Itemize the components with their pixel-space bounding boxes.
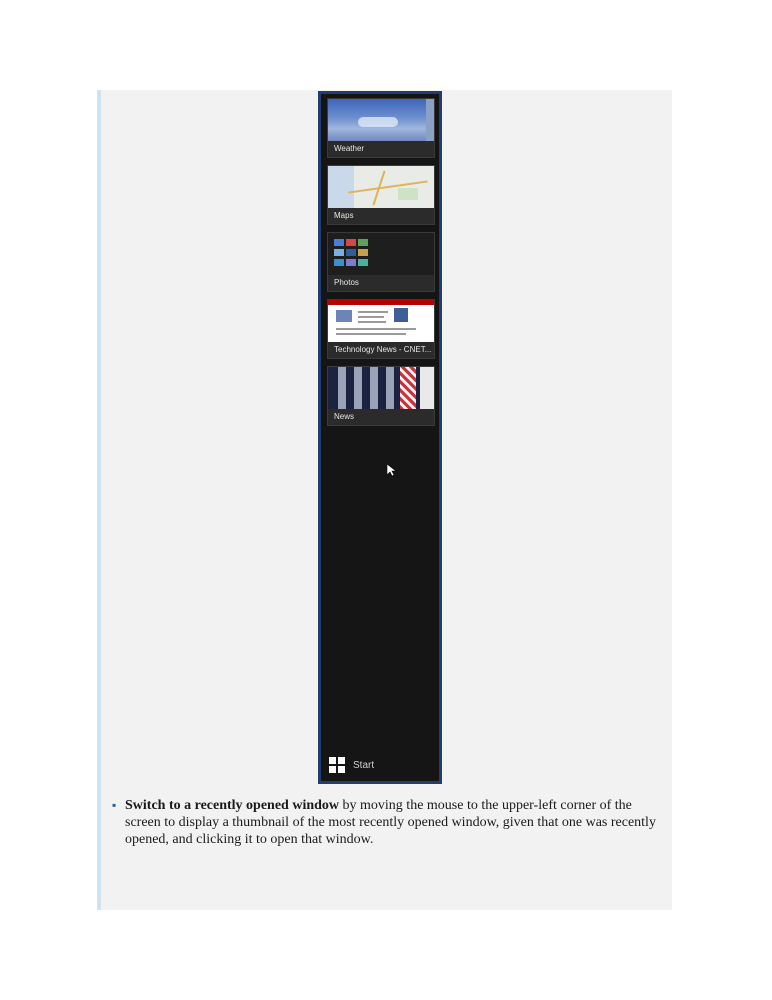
instruction-caption bbox=[112, 797, 657, 848]
photos-thumbnail bbox=[328, 233, 434, 275]
start-label: Start bbox=[353, 759, 375, 771]
app-tile-weather[interactable] bbox=[327, 98, 435, 158]
app-tile-news[interactable] bbox=[327, 366, 435, 426]
app-tile-label: Weather bbox=[334, 144, 365, 153]
start-button[interactable] bbox=[329, 756, 374, 774]
app-tile-photos[interactable] bbox=[327, 232, 435, 292]
weather-thumbnail bbox=[328, 99, 434, 141]
app-tile-label: Maps bbox=[334, 211, 354, 220]
mouse-pointer-icon bbox=[387, 464, 396, 477]
news-thumbnail bbox=[328, 367, 434, 409]
app-tile-cnet[interactable] bbox=[327, 299, 435, 359]
maps-thumbnail bbox=[328, 166, 434, 208]
app-tile-label: Technology News - CNET... bbox=[334, 345, 432, 354]
bullet-icon: ▪ bbox=[112, 798, 117, 812]
windows-logo-icon bbox=[329, 757, 345, 773]
app-switcher-sidebar bbox=[318, 91, 442, 784]
cnet-thumbnail bbox=[328, 300, 434, 342]
app-tile-label: News bbox=[334, 412, 355, 421]
caption-text: by moving the mouse to the upper-left corner of the screen to display a thumbnail of the most recently opened window, given that one was recently opened, and clicking it to open that window. bbox=[125, 798, 656, 847]
caption-bold-text: Switch to a recently opened window bbox=[125, 798, 340, 813]
app-tile-maps[interactable] bbox=[327, 165, 435, 225]
app-tile-label: Photos bbox=[334, 278, 359, 287]
